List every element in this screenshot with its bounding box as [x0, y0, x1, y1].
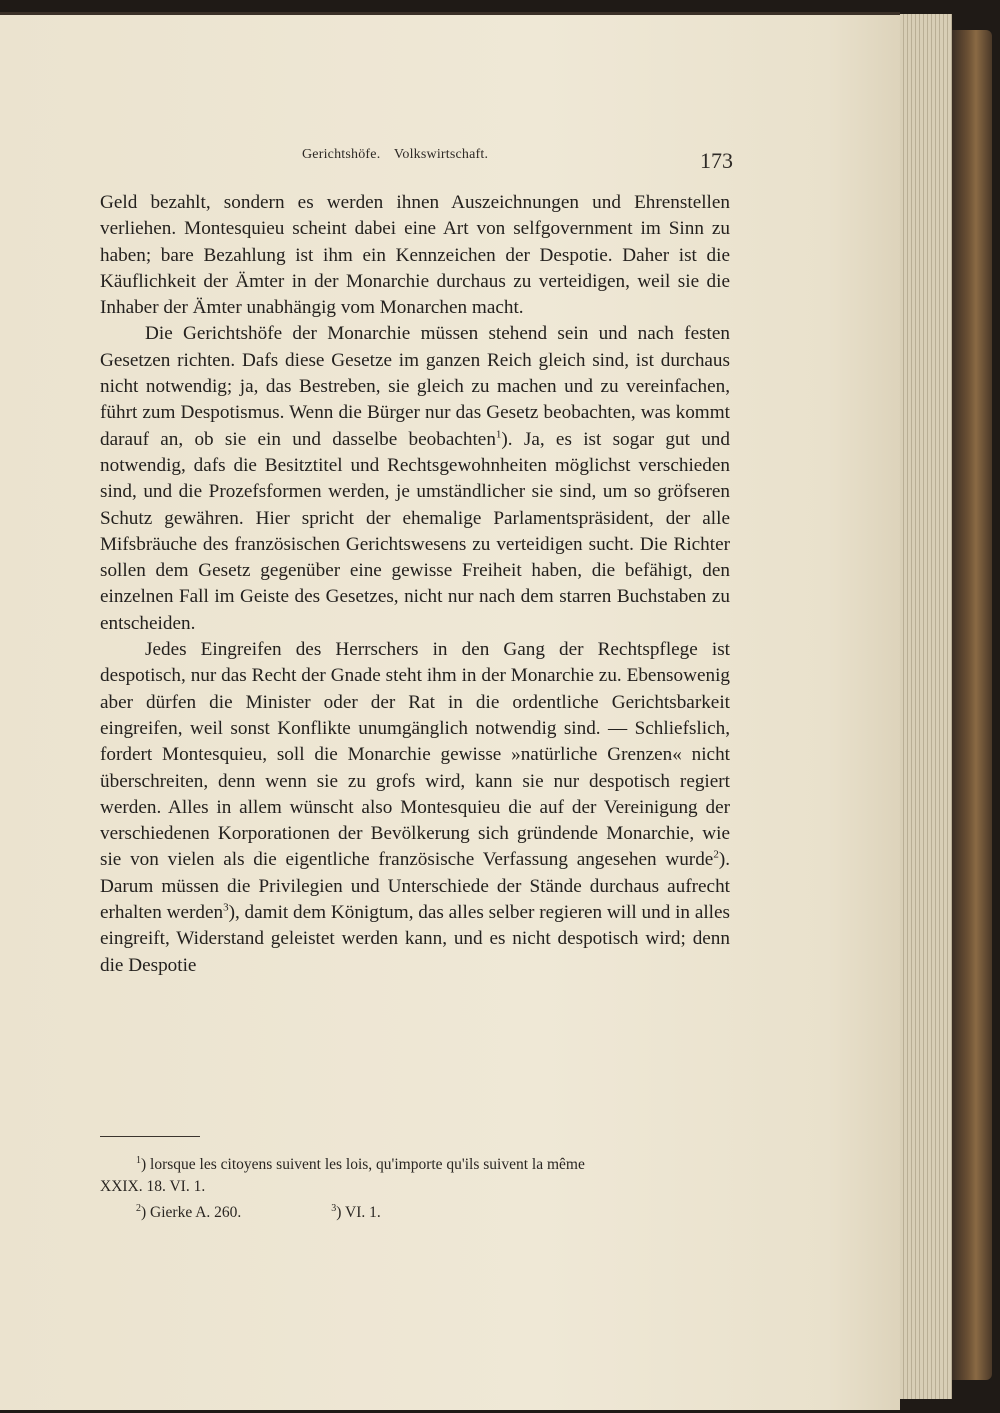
running-header [302, 147, 498, 163]
paragraph-2-part-a: Die Gerichtshöfe der Monarchie müssen stehend sein und nach festen Gesetzen richten. Dafs diese Gesetze im ganzen Reich gleich sind, ist durchaus nicht notwendig; ja, das Bestreben, sie gleich zu machen und zu vereinfachen, führt zum Despotismus. Wenn die Bürger nur das Gesetz beobachten, was kommt darauf an, ob sie ein und dasselbe beobachten [100, 323, 730, 450]
running-title-2: Volkswirtschaft. [393, 147, 489, 162]
footnote-2-text: ) Gierke A. 260. [141, 1204, 242, 1222]
footnotes [100, 1150, 730, 1224]
footnote-3 [331, 1198, 381, 1224]
paragraph-1: Geld bezahlt, sondern es werden ihnen Auszeichnungen und Ehrenstellen verliehen. Montesquieu scheint dabei eine Art von selfgovernment im Sinn zu haben; bare Bezahlung ist ihm ein Kennzeichen der Despotie. Daher ist die Käuflichkeit der Ämter in der Monarchie durchaus zu verteidigen, weil sie die Inhaber der Ämter unabhängig vom Monarchen macht. [100, 192, 730, 319]
footnote-ref-1: 1 [495, 428, 502, 441]
footnote-2-mark: 2 [136, 1203, 141, 1215]
paragraph-2-part-b: ). Ja, es ist sogar gut und notwendig, dafs die Besitztitel und Rechtsgewohnheiten möglichst verschieden sind, und die Prozefsformen werden, je umständlicher sie sind, um so gröfseren Schutz gewähren. Hier spricht der ehemalige Parlamentspräsident, der alle Mifsbräuche des französischen Gerichtswesens zu verteidigen sucht. Die Richter sollen dem Gesetz gegenüber eine gewisse Freiheit haben, die befähigt, den einzelnen Fall im Geiste des Gesetzes, nicht nur nach dem starren Buchstaben zu entscheiden. [100, 428, 730, 634]
footnote-ref-2: 2 [713, 849, 719, 862]
paragraph-3-part-a: Jedes Eingreifen des Herrschers in den Gang der Rechtspflege ist despotisch, nur das Recht der Gnade steht ihm in der Monarchie zu. Ebensowenig aber dürfen die Minister oder der Rat in die ordentliche Gerichtsbarkeit eingreifen, weil sonst Konflikte unumgänglich notwendig sind. — Schliefslich, fordert Montesquieu, soll die Monarchie gewisse »natürliche Grenzen« nicht überschreiten, denn wenn sie zu grofs wird, kann sie nur despotisch regiert werden. Alles in allem wünscht also Montesquieu die auf der Vereinigung der verschiedenen Korporationen der Bevölkerung sich gründende Monarchie, wie sie von vielen als die eigentliche französische Verfassung angesehen wurde [100, 639, 730, 871]
footnote-rule [100, 1136, 200, 1137]
paragraph-3-part-c: ), damit dem Königtum, das alles selber regieren will und in alles eingreift, Widerstand geleistet werden kann, und es nicht despotisch wird; denn die Despotie [100, 902, 730, 976]
book-cover-edge [952, 30, 992, 1380]
page-edges [892, 14, 952, 1399]
paragraph-2 [100, 321, 730, 637]
page-number: 173 [700, 148, 733, 173]
footnote-1 [100, 1150, 730, 1176]
footnote-1-text: ) lorsque les citoyens suivent les lois, qu'importe qu'ils suivent la même [141, 1156, 585, 1174]
footnote-ref-3: 3 [223, 901, 229, 914]
footnote-2-3-line [100, 1198, 730, 1224]
footnote-3-text: ) VI. 1. [336, 1204, 381, 1222]
footnote-1-mark: 1 [136, 1155, 141, 1166]
footnote-1-continuation: XXIX. 18. VI. 1. [100, 1178, 206, 1196]
paragraph-3-part-b: ). Darum müssen die Privilegien und Unterschiede der Stände durchaus aufrecht erhalten werden [100, 849, 730, 924]
running-title-1: Gerichtshöfe. [302, 147, 381, 162]
footnote-3-mark: 3 [331, 1203, 337, 1215]
paragraph-3 [100, 637, 730, 979]
body-text [100, 190, 730, 979]
